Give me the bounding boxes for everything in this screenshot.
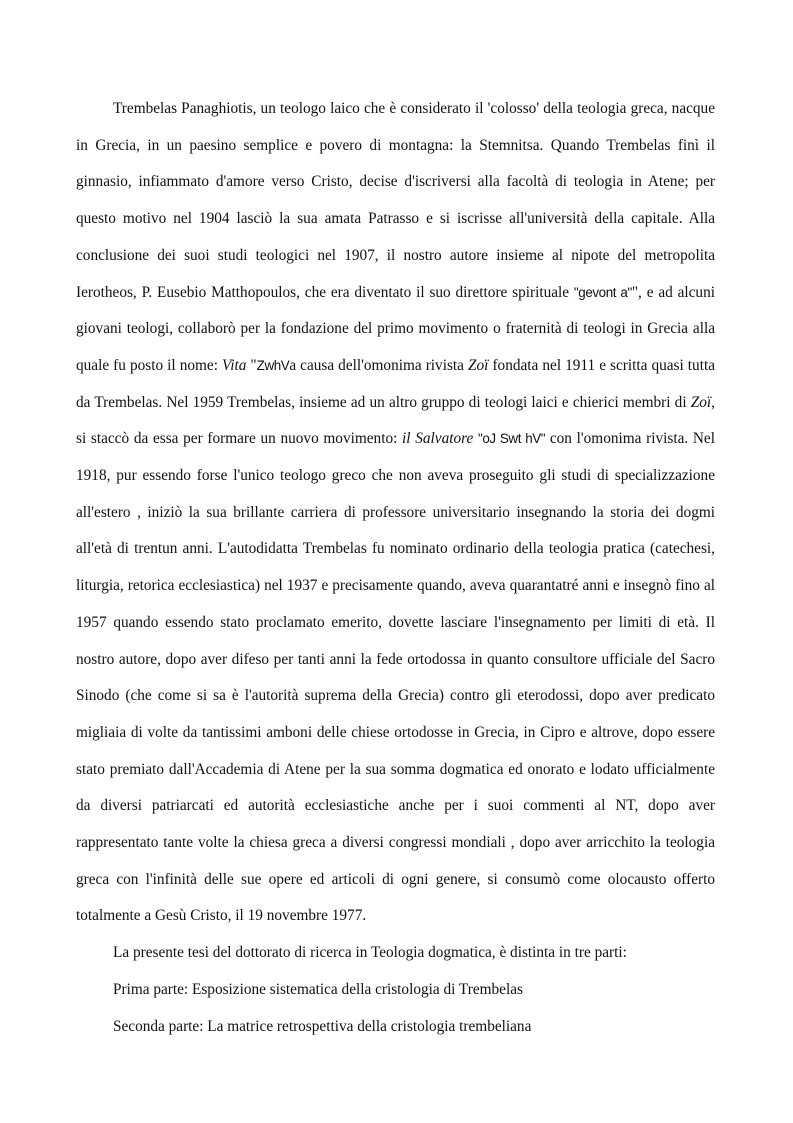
biography-paragraph [76, 91, 715, 935]
text-run: Trembelas Panaghiotis, un teologo laico che è considerato il 'colosso' della teologia greca, nacque in Grecia, in un paesino semplice e povero di montagna: la Stemnitsa. Quando Trembelas finì il ginnasio, infiammato d'amore verso Cristo, decise d'iscriversi alla facoltà di teologia in Atene; per questo motivo nel 1904 lasciò la sua amata Patrasso e si iscrisse all'università della capitale. Alla conclusione dei suoi studi teologici nel 1907, il nostro autore insieme al nipote del metropolita Ierotheos, P. Eusebio Matthopoulos, che era diventato il suo direttore spirituale [76, 100, 715, 301]
part-one-line: Prima parte: Esposizione sistematica della cristologia di Trembelas [113, 980, 523, 998]
zoi-italic: Zoï [468, 356, 489, 374]
text-run: , si staccò da essa per formare un nuovo movimento: [76, 393, 715, 448]
part-two-line: Seconda parte: La matrice retrospettiva della cristologia trembeliana [113, 1017, 532, 1035]
text-run: a causa dell'omonima rivista [289, 356, 468, 374]
greek-term-gevonta: "gevont a" [573, 284, 632, 300]
zoi-italic: Zoï [690, 393, 712, 411]
text-run: con l'omonima rivista. Nel 1918, pur essendo forse l'unico teologo greco che non aveva proseguito gli studi di specializzazione all'estero , iniziò la sua brillante carriera di professore universitario insegnando la storia dei dogmi all'età di trentun anni. L'autodidatta Trembelas fu nominato ordinario della teologia pratica (catechesi, liturgia, retorica ecclesiastica) nel 1937 e precisamente quando, aveva quarantatré anni e insegnò fino al 1957 quando essendo stato proclamato emerito, dovette lasciare l'insegnamento per limiti di età. Il nostro autore, dopo aver difeso per tanti anni la fede ortodossa in quanto consultore ufficiale del Sacro Sinodo (che come si sa è l'autorità suprema della Grecia) contro gli eterodossi, dopo aver predicato migliaia di volte da tantissimi amboni delle chiese ortodosse in Grecia, in Cipro e altrove, dopo essere stato premiato dall'Accademia di Atene per la sua somma dogmatica ed onorato e lodato ufficialmente da diversi patriarcati ed autorità ecclesiastiche anche per i suoi commenti al NT, dopo aver rappresentato tante volte la chiesa greca a diversi congressi mondiali , dopo aver arricchito la teologia greca con l'infinità delle sue opere ed articoli di ogni genere, si consumò come olocausto offerto totalmente a Gesù Cristo, il 19 novembre 1977. [76, 430, 715, 925]
greek-term-zoe: ZwhV [256, 357, 290, 373]
thesis-intro-line: La presente tesi del dottorato di ricerca in Teologia dogmatica, è distinta in tre parti: [113, 944, 627, 962]
salvatore-italic: il Salvatore [402, 430, 474, 448]
text-run: ", e ad alcuni giovani teologi, collaborò per la fondazione del primo movimento o fraternità di teologi in Grecia alla quale fu posto il nome: [76, 283, 715, 374]
vita-italic: Vita [222, 356, 247, 374]
greek-term-soter: "oJ Swt hV" [478, 431, 546, 447]
text-run: " [246, 356, 257, 374]
text-run: fondata nel 1911 e scritta quasi tutta da Trembelas. Nel 1959 Trembelas, insieme ad un altro gruppo di teologi laici e chierici membri di [76, 356, 715, 411]
